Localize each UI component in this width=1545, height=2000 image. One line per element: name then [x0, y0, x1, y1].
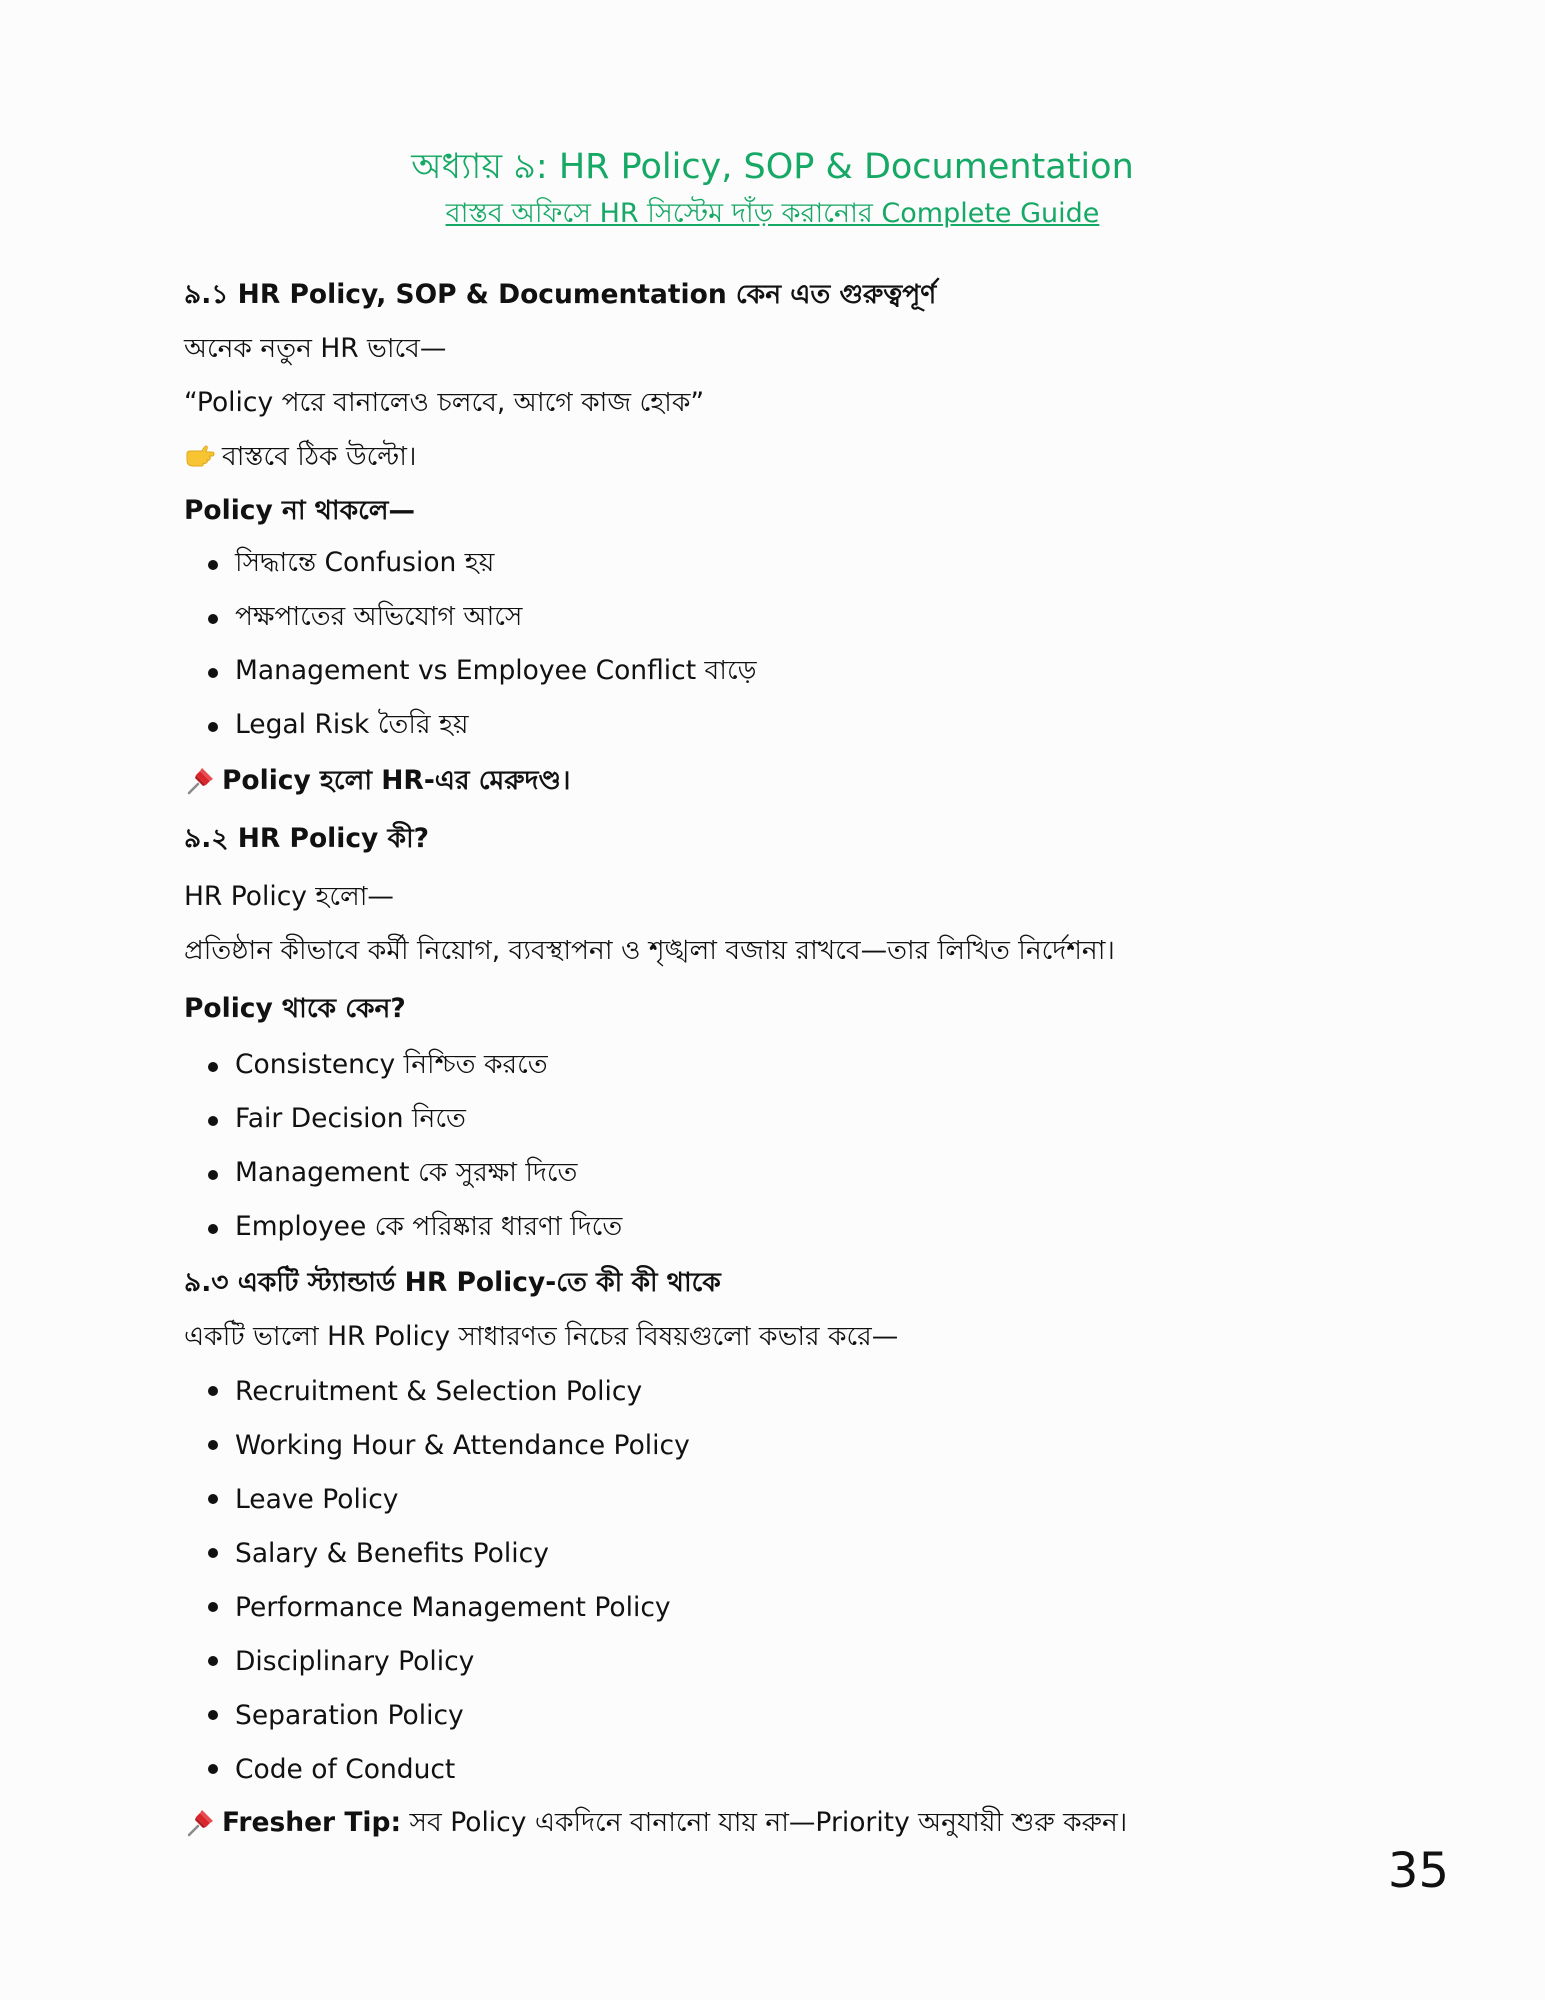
bullet-list: [184, 1040, 1404, 1256]
list-item: [184, 1148, 1404, 1202]
chapter-header: [0, 143, 1545, 235]
bullet-dot: [208, 1764, 218, 1774]
bullet-dot: [208, 614, 218, 624]
list-item-text: সিদ্ধান্তে Confusion হয়: [235, 547, 495, 578]
list-item-text: Management vs Employee Conflict বাড়ে: [235, 655, 757, 686]
paragraph-row: [184, 376, 1404, 430]
tip-label: Fresher Tip:: [222, 1807, 402, 1838]
bullet-dot: [208, 722, 218, 732]
bullet-dot: [208, 1440, 218, 1450]
chapter-subtitle-link[interactable]: বাস্তব অফিসে HR সিস্টেম দাঁড় করানোর Complete Guide: [445, 198, 1100, 229]
paragraph: HR Policy হলো—: [184, 881, 394, 912]
list-item-text: Recruitment & Selection Policy: [235, 1375, 643, 1407]
subheading-row: [184, 484, 1404, 538]
important-note: Policy হলো HR-এর মেরুদণ্ড।: [222, 765, 571, 796]
bullet-dot: [208, 1116, 218, 1126]
list-item-text: Salary & Benefits Policy: [235, 1537, 549, 1569]
list-item-text: Leave Policy: [235, 1483, 399, 1515]
list-item-text: Fair Decision নিতে: [235, 1103, 466, 1134]
list-item-text: Employee কে পরিষ্কার ধারণা দিতে: [235, 1211, 623, 1242]
section-heading: ৯.৩ একটি স্ট্যান্ডার্ড HR Policy-তে কী কী থাকে: [184, 1267, 721, 1298]
list-item: [184, 1688, 1404, 1742]
list-item: [184, 1634, 1404, 1688]
section-1-heading-row: [184, 268, 1404, 322]
list-item-text: Working Hour & Attendance Policy: [235, 1429, 690, 1461]
list-item-text: Performance Management Policy: [235, 1591, 671, 1623]
bullet-dot: [208, 1170, 218, 1180]
bullet-dot: [208, 1656, 218, 1666]
pointing-hand-icon: [184, 441, 216, 473]
list-item-text: Code of Conduct: [235, 1753, 456, 1785]
page-content: [184, 268, 1404, 1850]
list-item: [184, 1526, 1404, 1580]
list-item: [184, 700, 1404, 754]
list-item: [184, 1418, 1404, 1472]
list-item: [184, 1742, 1404, 1796]
fresher-tip: [222, 1803, 1127, 1843]
list-item: [184, 1580, 1404, 1634]
paragraph-row: [184, 322, 1404, 376]
paragraph: প্রতিষ্ঠান কীভাবে কর্মী নিয়োগ, ব্যবস্থাপনা ও শৃঙ্খলা বজায় রাখবে—তার লিখিত নির্দেশনা।: [184, 935, 1115, 966]
paragraph: বাস্তবে ঠিক উল্টো।: [222, 441, 417, 472]
list-item: [184, 1364, 1404, 1418]
section-3-heading-row: [184, 1256, 1404, 1310]
pushpin-icon: [184, 1807, 216, 1839]
bullet-dot: [208, 1602, 218, 1612]
section-heading: ৯.২ HR Policy কী?: [184, 823, 430, 854]
subheading: Policy না থাকলে—: [184, 495, 416, 526]
paragraph: অনেক নতুন HR ভাবে—: [184, 333, 447, 364]
paragraph-row: [184, 430, 1404, 484]
section-heading: ৯.১ HR Policy, SOP & Documentation কেন এত গুরুত্বপূর্ণ: [184, 279, 937, 310]
bullet-dot: [208, 1548, 218, 1558]
bullet-list: [184, 1364, 1404, 1796]
subheading-row: [184, 978, 1404, 1040]
list-item-text: Consistency নিশ্চিত করতে: [235, 1049, 548, 1080]
bullet-dot: [208, 1062, 218, 1072]
list-item: [184, 538, 1404, 592]
list-item-text: পক্ষপাতের অভিযোগ আসে: [235, 601, 523, 632]
bullet-dot: [208, 1710, 218, 1720]
section-2-heading-row: [184, 808, 1404, 870]
list-item-text: Management কে সুরক্ষা দিতে: [235, 1157, 578, 1188]
list-item: [184, 646, 1404, 700]
bullet-dot: [208, 560, 218, 570]
subheading: Policy থাকে কেন?: [184, 993, 406, 1024]
list-item-text: Legal Risk তৈরি হয়: [235, 709, 469, 740]
bullet-dot: [208, 1494, 218, 1504]
list-item: [184, 1472, 1404, 1526]
list-item-text: Separation Policy: [235, 1699, 464, 1731]
tip-row: [184, 1796, 1404, 1850]
paragraph: একটি ভালো HR Policy সাধারণত নিচের বিষয়গুলো কভার করে—: [184, 1321, 899, 1352]
paragraph-row: [184, 1310, 1404, 1364]
bullet-dot: [208, 1224, 218, 1234]
bullet-list: [184, 538, 1404, 754]
note-row: [184, 754, 1404, 808]
list-item: [184, 1094, 1404, 1148]
list-item: [184, 592, 1404, 646]
paragraph-row: [184, 870, 1404, 924]
bullet-dot: [208, 668, 218, 678]
list-item-text: Disciplinary Policy: [235, 1645, 475, 1677]
tip-text: সব Policy একদিনে বানানো যায় না—Priority অনুযায়ী শুরু করুন।: [401, 1807, 1128, 1838]
bullet-dot: [208, 1386, 218, 1396]
list-item: [184, 1202, 1404, 1256]
quote-paragraph: “Policy পরে বানালেও চলবে, আগে কাজ হোক”: [184, 387, 705, 418]
page-number: 35: [1387, 1843, 1449, 1899]
paragraph-row: [184, 924, 1404, 978]
pushpin-icon: [184, 765, 216, 797]
chapter-title: অধ্যায় ৯: HR Policy, SOP & Documentation: [411, 147, 1134, 187]
list-item: [184, 1040, 1404, 1094]
